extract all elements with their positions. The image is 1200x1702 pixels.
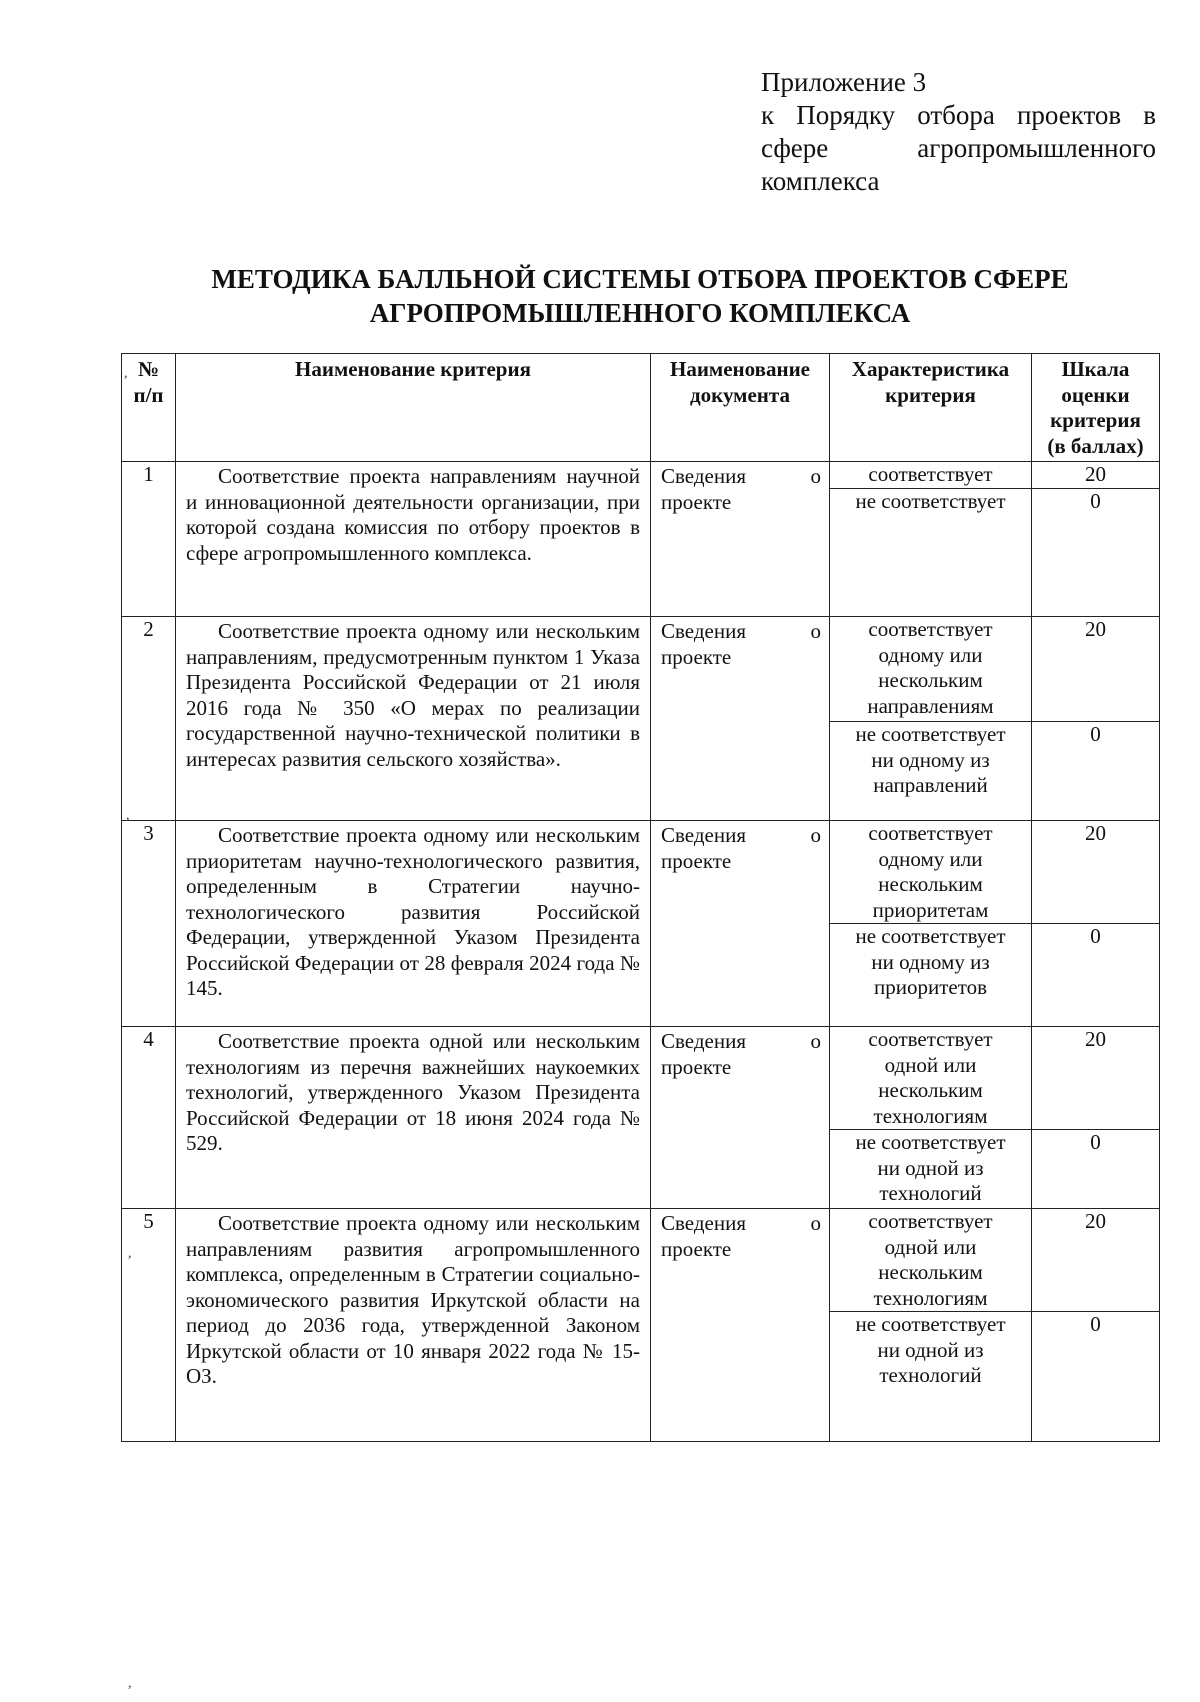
scan-speck: , <box>128 1676 132 1691</box>
score-match: 20 <box>1032 1027 1160 1130</box>
criteria-table <box>121 353 1160 1442</box>
criterion-name: Соответствие проекта одному или нескольким направлениям развития агропромышленного комплекса, определенным в Стратегии социально-экономического развития Иркутской области на период до 2036 года, утвержденной Законом Иркутской области от 10 января 2022 года № 15-ОЗ. <box>176 1209 651 1442</box>
header-document-name: Наименование документа <box>651 354 830 462</box>
header-characteristic: Характеристика критерия <box>830 354 1032 462</box>
characteristic-nomatch: не соответствует ни одному из направлений <box>830 722 1032 821</box>
table-row <box>122 1027 1160 1130</box>
row-number: 2 <box>122 617 176 821</box>
score-nomatch: 0 <box>1032 489 1160 617</box>
title-line: АГРОПРОМЫШЛЕННОГО КОМПЛЕКСА <box>369 298 911 328</box>
appendix-line: Приложение 3 <box>761 67 927 97</box>
score-match: 20 <box>1032 617 1160 722</box>
appendix-block <box>761 66 1156 198</box>
characteristic-match: соответствует одному или нескольким направлениям <box>830 617 1032 722</box>
table-header-row <box>122 354 1160 462</box>
document-name: Сведения о проекте <box>651 821 830 1027</box>
document-title <box>120 262 1160 330</box>
characteristic-match: соответствует <box>830 462 1032 489</box>
row-number: 3 <box>122 821 176 1027</box>
score-match: 20 <box>1032 462 1160 489</box>
characteristic-nomatch: не соответствует ни одной из технологий <box>830 1130 1032 1209</box>
characteristic-match: соответствует одной или нескольким технологиям <box>830 1027 1032 1130</box>
scan-speck: , <box>128 1246 132 1261</box>
scan-speck: , <box>124 366 128 381</box>
scan-speck: , <box>126 808 130 823</box>
criterion-name: Соответствие проекта одному или нескольким направлениям, предусмотренным пунктом 1 Указа Президента Российской Федерации от 21 июля 2016 года № 350 «О мерах по реализации государственной научно-технической политики в интересах развития сельского хозяйства». <box>176 617 651 821</box>
document-name: Сведения о проекте <box>651 462 830 617</box>
document-name: Сведения о проекте <box>651 1027 830 1209</box>
score-nomatch: 0 <box>1032 1312 1160 1442</box>
characteristic-match: соответствует одной или нескольким технологиям <box>830 1209 1032 1312</box>
table-row <box>122 821 1160 924</box>
title-line: МЕТОДИКА БАЛЛЬНОЙ СИСТЕМЫ ОТБОРА ПРОЕКТОВ СФЕРЕ <box>211 264 1069 294</box>
criterion-name: Соответствие проекта одному или нескольким приоритетам научно-технологического развития, определенным в Стратегии научно-технологического развития Российской Федерации, утвержденной Указом Президента Российской Федерации от 28 февраля 2024 года № 145. <box>176 821 651 1027</box>
row-number: 1 <box>122 462 176 617</box>
criterion-name: Соответствие проекта направлениям научной и инновационной деятельности организации, при которой создана комиссия по отбору проектов в сфере агропромышленного комплекса. <box>176 462 651 617</box>
header-score-scale: Шкала оценки критерия (в баллах) <box>1032 354 1160 462</box>
criterion-name: Соответствие проекта одной или нескольким технологиям из перечня важнейших наукоемких технологий, утвержденного Указом Президента Российской Федерации от 18 июня 2024 года № 529. <box>176 1027 651 1209</box>
appendix-line: сфере агропромышленного <box>761 133 1156 163</box>
row-number: 4 <box>122 1027 176 1209</box>
score-nomatch: 0 <box>1032 924 1160 1027</box>
appendix-line: комплекса <box>761 166 880 196</box>
row-number: 5 <box>122 1209 176 1442</box>
score-nomatch: 0 <box>1032 722 1160 821</box>
appendix-line: к Порядку отбора проектов в <box>761 100 1156 130</box>
header-number: № п/п <box>122 354 176 462</box>
table-row <box>122 1209 1160 1312</box>
characteristic-nomatch: не соответствует ни одной из технологий <box>830 1312 1032 1442</box>
characteristic-nomatch: не соответствует ни одному из приоритетов <box>830 924 1032 1027</box>
score-match: 20 <box>1032 821 1160 924</box>
score-match: 20 <box>1032 1209 1160 1312</box>
header-criterion-name: Наименование критерия <box>176 354 651 462</box>
characteristic-match: соответствует одному или нескольким приоритетам <box>830 821 1032 924</box>
table-row <box>122 462 1160 489</box>
table-row <box>122 617 1160 722</box>
document-name: Сведения о проекте <box>651 1209 830 1442</box>
score-nomatch: 0 <box>1032 1130 1160 1209</box>
characteristic-nomatch: не соответствует <box>830 489 1032 617</box>
document-name: Сведения о проекте <box>651 617 830 821</box>
